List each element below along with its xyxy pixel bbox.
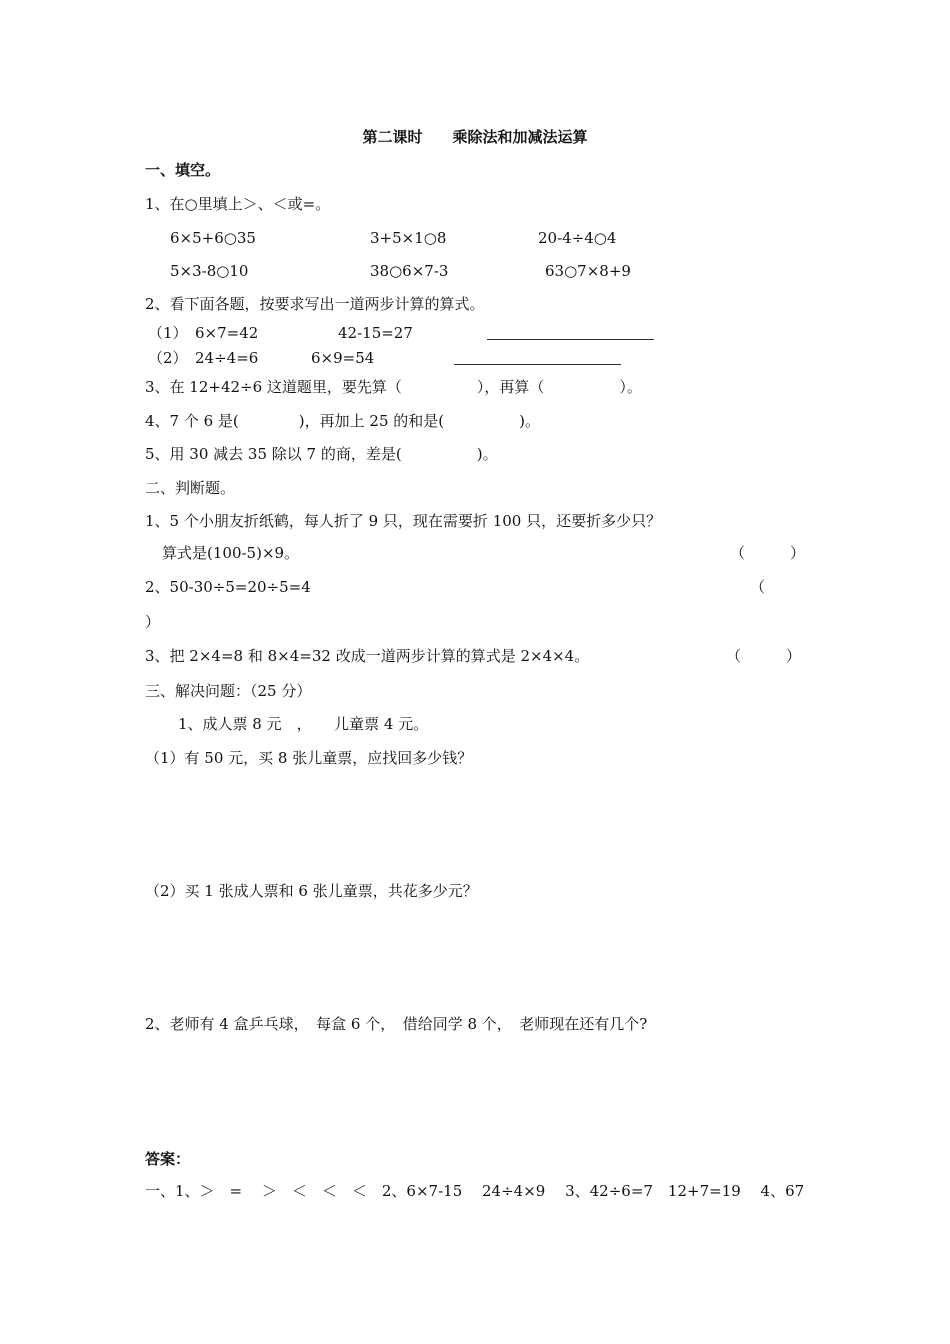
s2-q2: 2、50-30÷5=20÷5=4 xyxy=(145,578,311,596)
judge-bracket-open[interactable]: （ xyxy=(750,578,766,596)
s1-q2-eq-a: 6×7=42 xyxy=(195,324,259,342)
compare-item: 5×3-8○10 xyxy=(170,262,249,280)
s2-q1: 1、5 个小朋友折纸鹤，每人折了 9 只，现在需要折 100 只，还要折多少只？ xyxy=(145,512,662,530)
s1-q4: 4、7 个 6 是( )，再加上 25 的和是( )。 xyxy=(145,412,540,430)
answers-heading: 答案： xyxy=(145,1150,191,1168)
s1-q1-prompt: 1、在○里填上＞、＜或=。 xyxy=(145,195,331,213)
s3-q2: 2、老师有 4 盒乒乓球， 每盒 6 个， 借给同学 8 个， 老师现在还有几个? xyxy=(145,1015,648,1033)
s1-q2-eq-b: 42-15=27 xyxy=(338,324,413,342)
answers-line: 一、1、＞ = ＞ ＜ ＜ ＜ 2、6×7-15 24÷4×9 3、42÷6=7 12+7=19 4、67 xyxy=(145,1182,805,1200)
s3-q1-part2: （2）买 1 张成人票和 6 张儿童票，共花多少元？ xyxy=(145,882,478,900)
compare-item: 3+5×1○8 xyxy=(370,229,447,247)
s1-q2-prompt: 2、看下面各题，按要求写出一道两步计算的算式。 xyxy=(145,295,485,313)
s1-q3: 3、在 12+42÷6 这道题里，要先算（ ），再算（ ）。 xyxy=(145,378,642,396)
section2-heading: 二、判断题。 xyxy=(145,479,236,497)
s3-q1-part1: （1）有 50 元，买 8 张儿童票，应找回多少钱？ xyxy=(145,749,473,767)
s1-q2-label: （2） xyxy=(148,349,188,367)
s2-q3: 3、把 2×4=8 和 8×4=32 改成一道两步计算的算式是 2×4×4。 xyxy=(145,647,590,665)
answer-blank-line[interactable] xyxy=(454,364,621,365)
compare-item: 63○7×8+9 xyxy=(545,262,631,280)
s2-q1-formula: 算式是(100-5)×9。 xyxy=(162,544,300,562)
s1-q2-eq-b: 6×9=54 xyxy=(311,349,375,367)
s1-q2-label: （1） xyxy=(148,324,188,342)
s1-q5: 5、用 30 减去 35 除以 7 的商，差是( )。 xyxy=(145,445,498,463)
judge-bracket-close: ） xyxy=(145,613,161,631)
compare-item: 38○6×7-3 xyxy=(370,262,449,280)
section1-heading: 一、填空。 xyxy=(145,161,221,179)
judge-bracket[interactable]: （ ） xyxy=(726,647,802,665)
judge-bracket[interactable]: （ ） xyxy=(730,544,806,562)
compare-item: 20-4÷4○4 xyxy=(538,229,617,247)
page-title: 第二课时 乘除法和加减法运算 xyxy=(362,128,588,146)
section3-heading: 三、解决问题：（25 分） xyxy=(145,682,312,700)
s3-q1-intro: 1、成人票 8 元 ， 儿童票 4 元。 xyxy=(178,715,429,733)
answer-blank-line[interactable] xyxy=(487,339,654,340)
s1-q2-eq-a: 24÷4=6 xyxy=(195,349,259,367)
compare-item: 6×5+6○35 xyxy=(170,229,256,247)
